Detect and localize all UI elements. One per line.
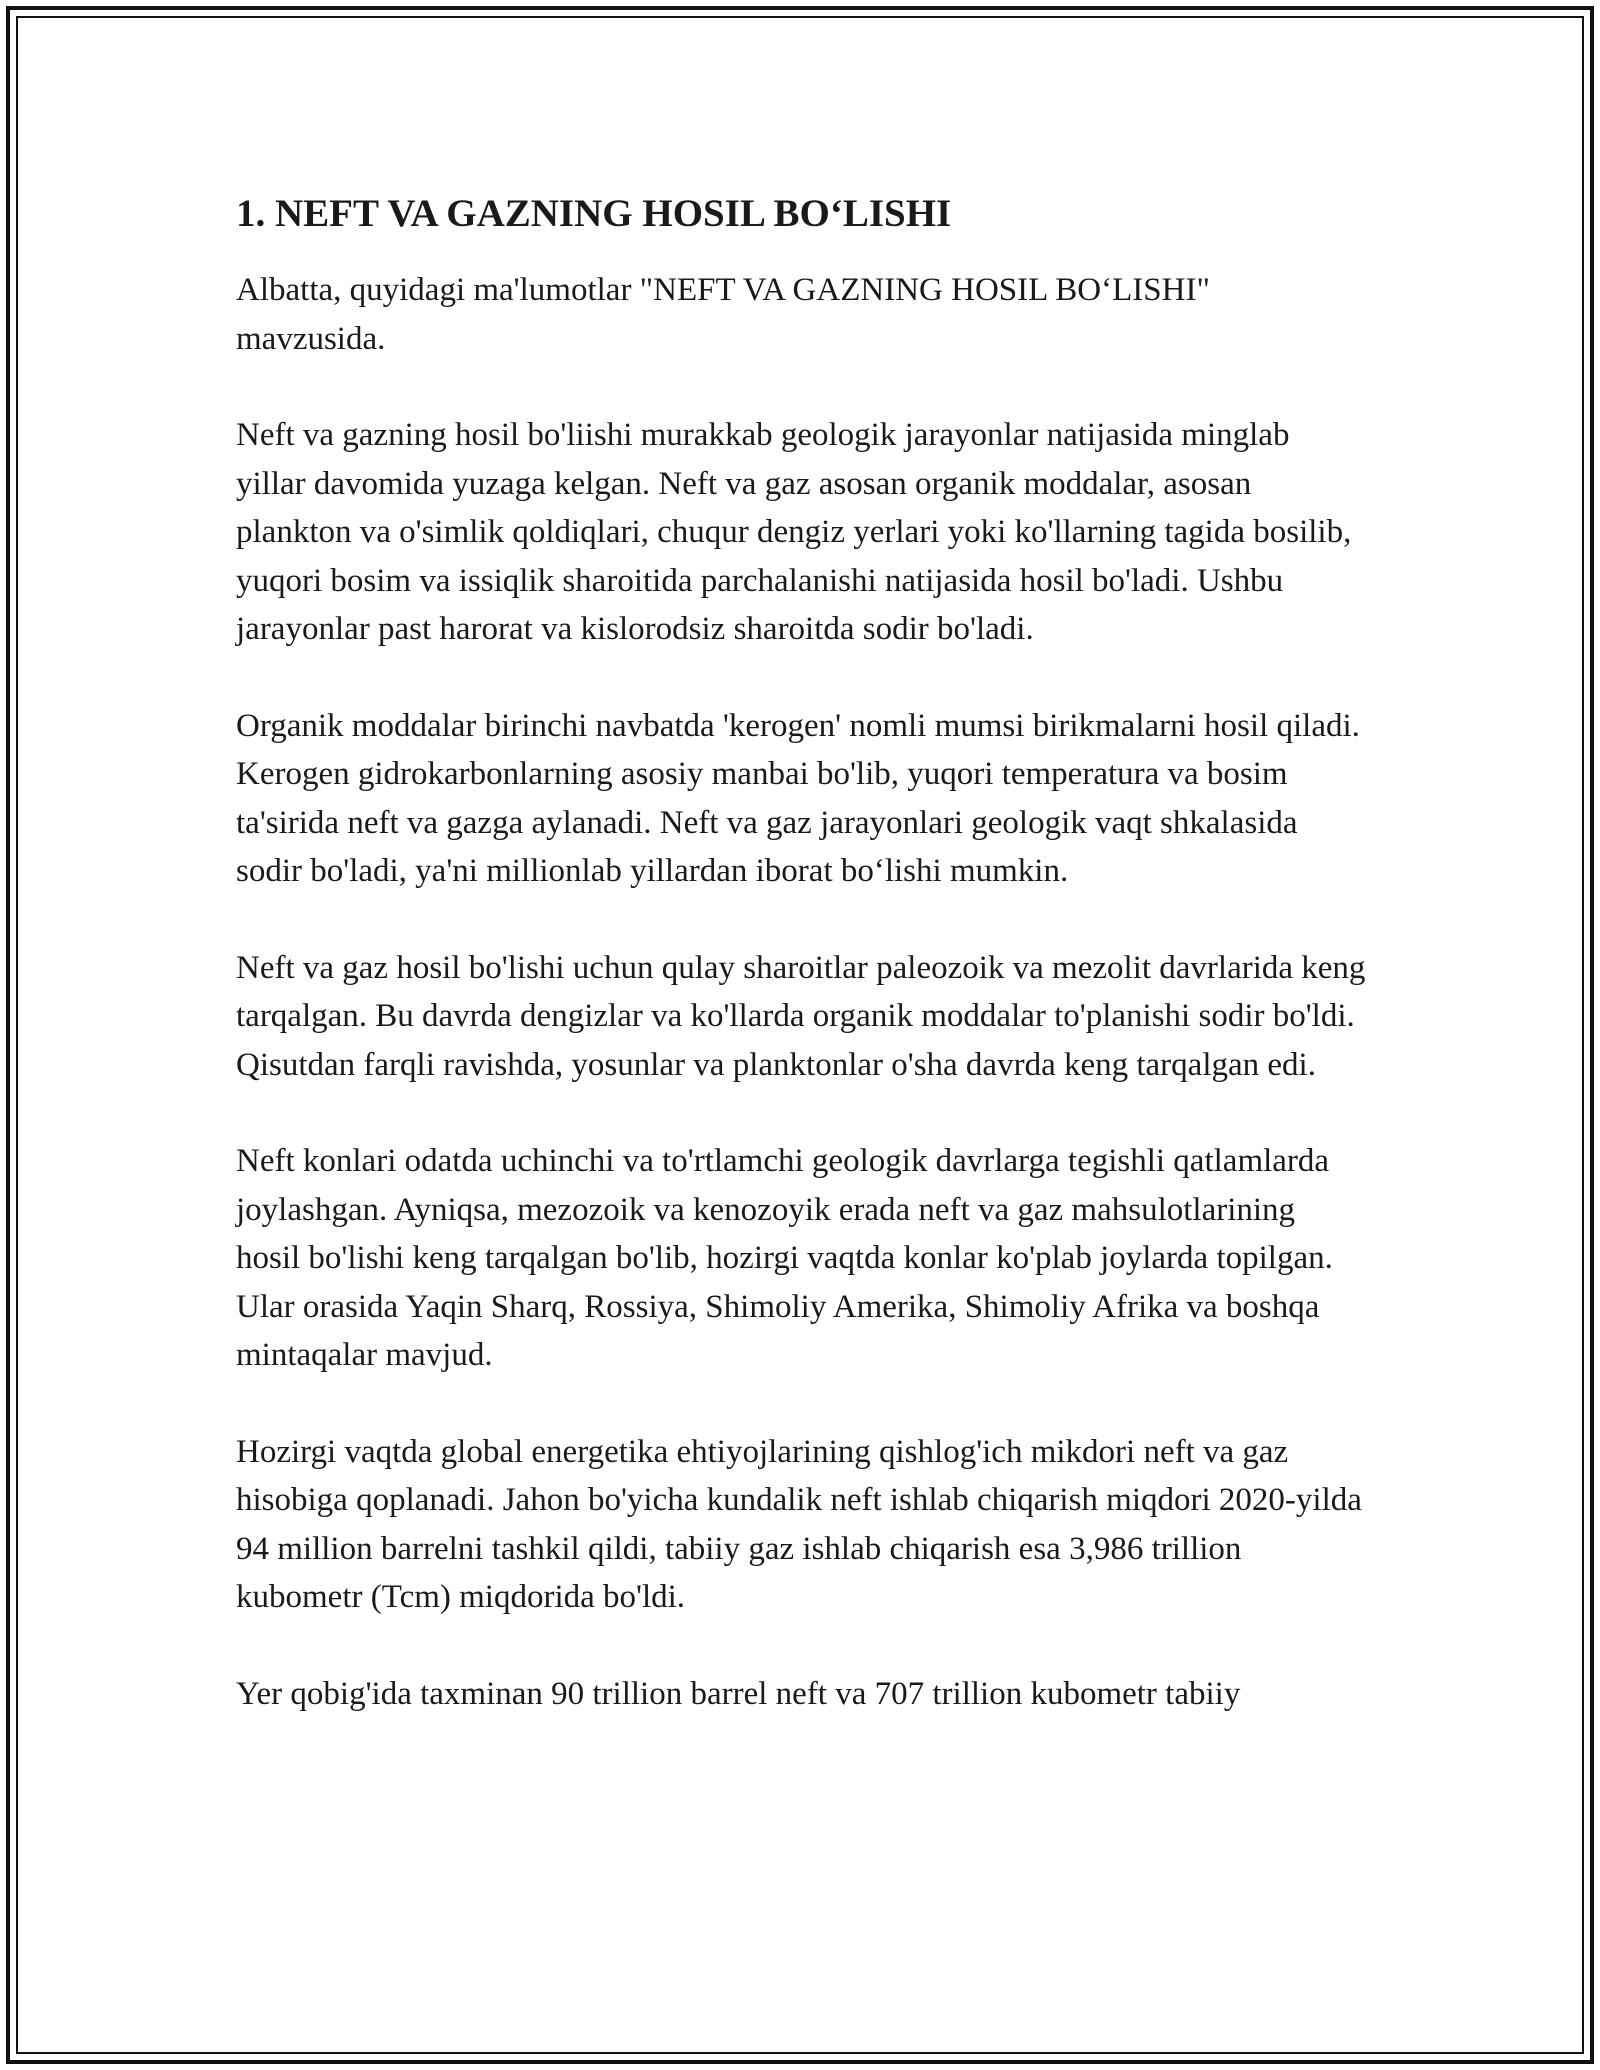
paragraph-geologic-periods: Neft va gaz hosil bo'lishi uchun qulay sharoitlar paleozoik va mezolit davrlarida keng tarqalgan. Bu davrda dengizlar va ko'llarda organik moddalar to'planishi sodir bo'ldi. Qisutdan farqli ravishda, yosunlar va planktonlar o'sha davrda keng tarqalgan edi. <box>236 949 1366 1083</box>
paragraph-formation: Neft va gazning hosil bo'liishi murakkab geologik jarayonlar natijasida minglab yillar davomida yuzaga kelgan. Neft va gaz asosan organik moddalar, asosan plankton va o'simlik qoldiqlari, chuqur dengiz yerlari yoki ko'llarning tagida bosilib, yuqori bosim va issiqlik sharoitida parchalanishi natijasida hosil bo'ladi. Ushbu jarayonlar past harorat va kislorodsiz sharoitda sodir bo'ladi. <box>236 417 1352 647</box>
document-page <box>236 186 1366 1766</box>
paragraph-oil-fields: Neft konlari odatda uchinchi va to'rtlamchi geologik davrlarga tegishli qatlamlarda joylashgan. Ayniqsa, mezozoik va kenozoyik erada neft va gaz mahsulotlarining hosil bo'lishi keng tarqalgan bo'lib, hozirgi vaqtda konlar ko'plab joylarda topilgan. Ular orasida Yaqin Sharq, Rossiya, Shimoliy Amerika, Shimoliy Afrika va boshqa mintaqalar mavjud. <box>236 1143 1333 1373</box>
paragraph-global-production: Hozirgi vaqtda global energetika ehtiyojlarining qishlog'ich mikdori neft va gaz hisobiga qoplanadi. Jahon bo'yicha kundalik neft ishlab chiqarish miqdori 2020-yilda 94 million barrelni tashkil qildi, tabiiy gaz ishlab chiqarish esa 3,986 trillion kubometr (Tcm) miqdorida bo'ldi. <box>236 1433 1362 1615</box>
paragraph-kerogen: Organik moddalar birinchi navbatda 'kerogen' nomli mumsi birikmalarni hosil qiladi. Kerogen gidrokarbonlarning asosiy manbai bo'lib, yuqori temperatura va bosim ta'sirida neft va gazga aylanadi. Neft va gaz jarayonlari geologik vaqt shkalasida sodir bo'ladi, ya'ni millionlab yillardan iborat bo‘lishi mumkin. <box>236 707 1360 889</box>
paragraph-intro: Albatta, quyidagi ma'lumotlar "NEFT VA GAZNING HOSIL BO‘LISHI" mavzusida. <box>236 272 1210 357</box>
section-title: 1. NEFT VA GAZNING HOSIL BO‘LISHI <box>236 192 952 235</box>
paragraph-reserves: Yer qobig'ida taxminan 90 trillion barrel neft va 707 trillion kubometr tabiiy <box>236 1675 1241 1712</box>
